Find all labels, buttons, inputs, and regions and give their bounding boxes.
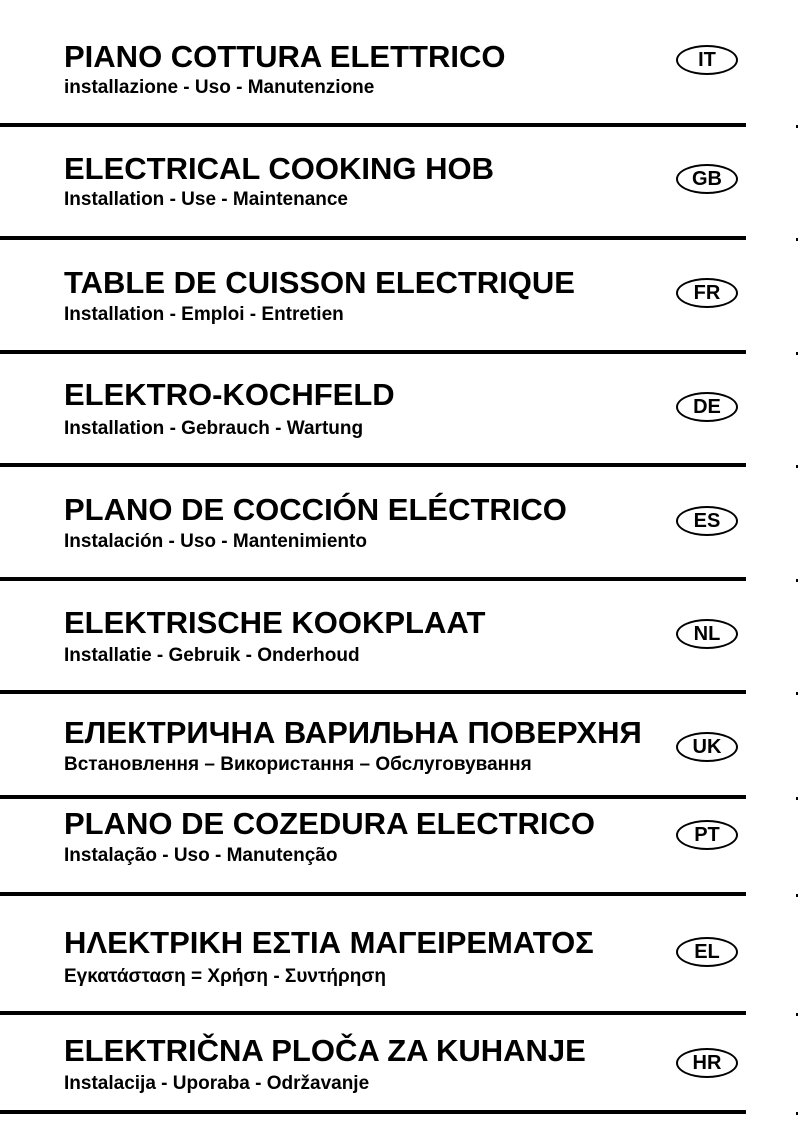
section-subtitle-it: installazione - Uso - Manutenzione <box>64 77 375 98</box>
section-title-pt: PLANO DE COZEDURA ELECTRICO <box>64 806 596 841</box>
section-title-nl: ELEKTRISCHE KOOKPLAAT <box>64 605 486 640</box>
section-subtitle-gb: Installation - Use - Maintenance <box>64 189 348 210</box>
divider-rule <box>0 123 746 127</box>
section-subtitle-es: Instalación - Uso - Mantenimiento <box>64 531 367 552</box>
language-badge-nl: NL <box>676 619 738 649</box>
section-subtitle-fr: Installation - Emploi - Entretien <box>64 304 344 325</box>
margin-tick <box>796 352 798 355</box>
section-title-es: PLANO DE COCCIÓN ELÉCTRICO <box>64 492 567 527</box>
language-badge-fr: FR <box>676 278 738 308</box>
margin-tick <box>796 1013 798 1016</box>
margin-tick <box>796 579 798 582</box>
section-title-hr: ELEKTRIČNA PLOČA ZA KUHANJE <box>64 1033 586 1068</box>
section-title-fr: TABLE DE CUISSON ELECTRIQUE <box>64 265 575 300</box>
divider-rule <box>0 795 746 799</box>
section-subtitle-hr: Instalacija - Uporaba - Održavanje <box>64 1073 370 1094</box>
divider-rule <box>0 236 746 240</box>
margin-tick <box>796 1112 798 1115</box>
language-badge-de: DE <box>676 392 738 422</box>
language-badge-it: IT <box>676 45 738 75</box>
language-badge-gb: GB <box>676 164 738 194</box>
section-subtitle-el: Εγκατάσταση = Χρήση - Συντήρηση <box>64 966 386 987</box>
section-subtitle-de: Installation - Gebrauch - Wartung <box>64 418 364 439</box>
section-subtitle-pt: Instalação - Uso - Manutenção <box>64 845 338 866</box>
language-badge-es: ES <box>676 506 738 536</box>
language-badge-el: EL <box>676 937 738 967</box>
divider-rule <box>0 892 746 896</box>
language-badge-hr: HR <box>676 1048 738 1078</box>
divider-rule <box>0 1110 746 1114</box>
section-title-uk: ЕЛЕКТРИЧНА ВАРИЛЬНА ПОВЕРХНЯ <box>64 715 642 750</box>
section-subtitle-nl: Installatie - Gebruik - Onderhoud <box>64 645 360 666</box>
divider-rule <box>0 350 746 354</box>
divider-rule <box>0 577 746 581</box>
language-badge-uk: UK <box>676 732 738 762</box>
section-title-it: PIANO COTTURA ELETTRICO <box>64 39 506 74</box>
margin-tick <box>796 797 798 800</box>
margin-tick <box>796 692 798 695</box>
section-title-de: ELEKTRO-KOCHFELD <box>64 377 395 412</box>
margin-tick <box>796 465 798 468</box>
section-subtitle-uk: Встановлення – Використання – Обслуговування <box>64 754 532 775</box>
language-badge-pt: PT <box>676 820 738 850</box>
divider-rule <box>0 463 746 467</box>
margin-tick <box>796 238 798 241</box>
margin-tick <box>796 125 798 128</box>
section-title-el: ΗΛΕΚΤΡΙΚΗ ΕΣΤΙΑ ΜΑΓΕΙΡΕΜΑΤΟΣ <box>64 925 594 960</box>
divider-rule <box>0 690 746 694</box>
margin-tick <box>796 894 798 897</box>
divider-rule <box>0 1011 746 1015</box>
section-title-gb: ELECTRICAL COOKING HOB <box>64 151 494 186</box>
